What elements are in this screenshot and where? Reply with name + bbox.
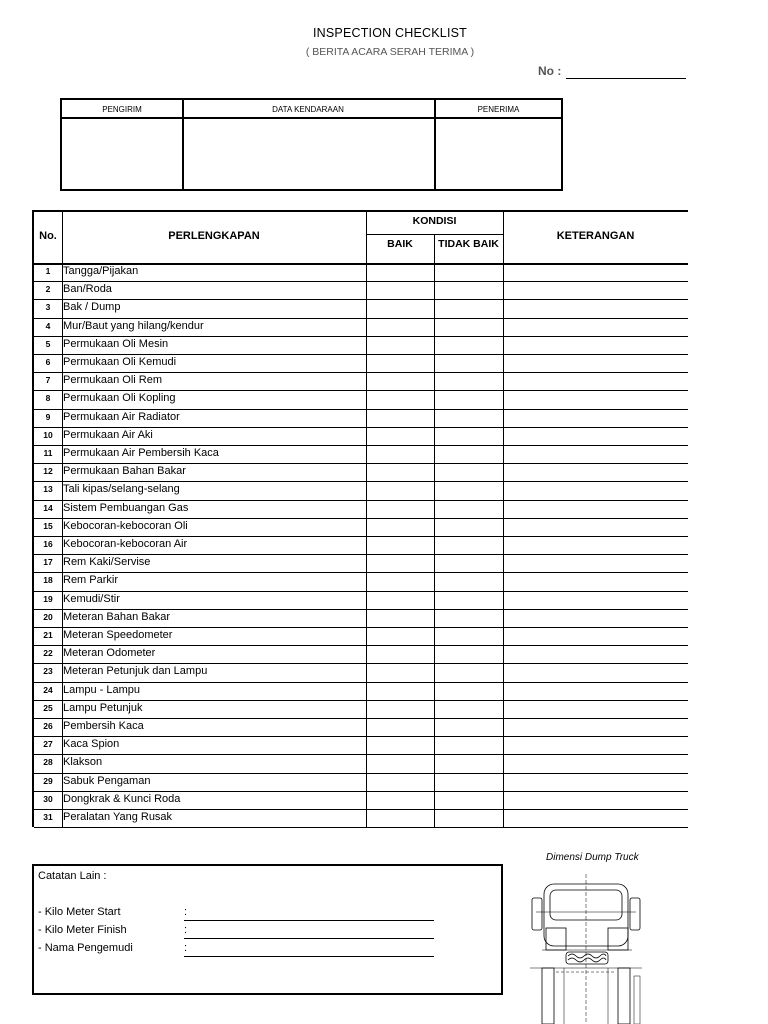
row-label: Meteran Petunjuk dan Lampu xyxy=(63,665,208,678)
tidak-baik-cell[interactable] xyxy=(435,536,503,554)
row-label: Kemudi/Stir xyxy=(63,592,120,605)
row-label: Tali kipas/selang-selang xyxy=(63,483,180,496)
tidak-baik-cell[interactable] xyxy=(435,663,503,681)
keterangan-cell[interactable] xyxy=(504,700,688,718)
row-label: Permukaan Bahan Bakar xyxy=(63,465,186,478)
baik-cell[interactable] xyxy=(367,500,434,518)
dump-truck-drawing-icon xyxy=(530,872,660,1024)
keterangan-cell[interactable] xyxy=(504,518,688,536)
row-number: 1 xyxy=(45,266,51,276)
row-label: Lampu - Lampu xyxy=(63,683,141,696)
row-number: 26 xyxy=(43,721,53,731)
kilo-finish-field[interactable] xyxy=(184,938,434,939)
baik-cell[interactable] xyxy=(367,645,434,663)
row-label: Kebocoran-kebocoran Air xyxy=(63,538,188,550)
row-number: 31 xyxy=(43,812,53,822)
baik-cell[interactable] xyxy=(367,609,434,627)
tidak-baik-cell[interactable] xyxy=(435,409,503,427)
row-label: Rem Kaki/Servise xyxy=(63,556,151,569)
tidak-baik-cell[interactable] xyxy=(435,299,503,317)
tidak-baik-cell[interactable] xyxy=(435,445,503,463)
row-label: Peralatan Yang Rusak xyxy=(63,811,173,823)
baik-cell[interactable] xyxy=(367,554,434,572)
baik-cell[interactable] xyxy=(367,463,434,481)
notes-box xyxy=(32,864,503,995)
row-number: 30 xyxy=(43,793,53,804)
tidak-baik-cell[interactable] xyxy=(435,463,503,481)
tidak-baik-cell[interactable] xyxy=(435,773,503,791)
row-label: Klakson xyxy=(63,756,103,769)
tidak-baik-cell[interactable] xyxy=(435,481,503,499)
keterangan-cell[interactable] xyxy=(504,390,688,408)
row-label: Kaca Spion xyxy=(63,738,120,751)
baik-cell[interactable] xyxy=(367,372,434,390)
baik-cell[interactable] xyxy=(367,409,434,427)
baik-cell[interactable] xyxy=(367,682,434,700)
row-label: Kebocoran-kebocoran Oli xyxy=(63,519,188,532)
tidak-baik-cell[interactable] xyxy=(435,754,503,772)
row-number: 9 xyxy=(45,411,51,422)
notes-title: Catatan Lain : xyxy=(38,870,107,882)
row-number: 18 xyxy=(43,575,53,586)
row-number: 24 xyxy=(43,684,53,695)
baik-cell[interactable] xyxy=(367,536,434,554)
baik-cell[interactable] xyxy=(367,427,434,445)
baik-cell[interactable] xyxy=(367,591,434,609)
keterangan-cell[interactable] xyxy=(504,409,688,427)
tidak-baik-cell[interactable] xyxy=(435,263,503,281)
row-label: Mur/Baut yang hilang/kendur xyxy=(63,319,204,332)
kilo-start-field[interactable] xyxy=(184,920,434,921)
baik-cell[interactable] xyxy=(367,718,434,736)
keterangan-cell[interactable] xyxy=(504,263,688,281)
row-number: 28 xyxy=(43,757,53,768)
tidak-baik-cell[interactable] xyxy=(435,354,503,372)
baik-cell[interactable] xyxy=(367,481,434,499)
baik-cell[interactable] xyxy=(367,299,434,317)
keterangan-cell[interactable] xyxy=(504,682,688,700)
row-label: Tangga/Pijakan xyxy=(63,265,139,277)
colon-separator: : xyxy=(184,942,188,954)
keterangan-cell[interactable] xyxy=(504,500,688,518)
row-number: 16 xyxy=(43,539,53,549)
baik-cell[interactable] xyxy=(367,354,434,372)
tidak-baik-cell[interactable] xyxy=(435,645,503,663)
baik-cell[interactable] xyxy=(367,754,434,772)
checklist-table xyxy=(32,210,688,827)
row-label: Permukaan Air Radiator xyxy=(63,410,180,423)
tidak-baik-cell[interactable] xyxy=(435,554,503,572)
row-label: Permukaan Air Aki xyxy=(63,428,153,441)
row-number: 12 xyxy=(43,466,53,477)
keterangan-cell[interactable] xyxy=(504,281,688,299)
tidak-baik-cell[interactable] xyxy=(435,591,503,609)
row-number: 19 xyxy=(43,593,53,604)
row-number: 11 xyxy=(43,448,53,458)
row-number: 10 xyxy=(43,429,53,440)
row-label: Permukaan Oli Kopling xyxy=(63,392,176,405)
tidak-baik-cell[interactable] xyxy=(435,609,503,627)
baik-cell[interactable] xyxy=(367,791,434,809)
keterangan-column-header: KETERANGAN xyxy=(556,230,635,242)
tidak-baik-cell[interactable] xyxy=(435,791,503,809)
baik-cell[interactable] xyxy=(367,663,434,681)
baik-cell[interactable] xyxy=(367,773,434,791)
document-number-label: No : xyxy=(538,64,562,78)
keterangan-cell[interactable] xyxy=(504,791,688,809)
row-label: Sistem Pembuangan Gas xyxy=(63,501,189,514)
keterangan-cell[interactable] xyxy=(504,773,688,791)
row-number: 7 xyxy=(45,375,51,386)
tidak-baik-cell[interactable] xyxy=(435,700,503,718)
keterangan-cell[interactable] xyxy=(504,336,688,354)
row-label: Pembersih Kaca xyxy=(63,720,144,732)
tidak-baik-cell[interactable] xyxy=(435,736,503,754)
baik-cell[interactable] xyxy=(367,263,434,281)
tidak-baik-cell[interactable] xyxy=(435,518,503,536)
baik-cell[interactable] xyxy=(367,318,434,336)
row-number: 5 xyxy=(45,338,51,349)
tidak-baik-cell[interactable] xyxy=(435,281,503,299)
kilo-start-label: - Kilo Meter Start xyxy=(38,906,121,918)
row-label: Sabuk Pengaman xyxy=(63,774,151,787)
data-kendaraan-header: DATA KENDARAAN xyxy=(182,100,434,119)
kilo-finish-label: - Kilo Meter Finish xyxy=(38,924,127,936)
no-column-header: No. xyxy=(39,230,57,242)
row-label: Permukaan Oli Mesin xyxy=(63,337,169,350)
keterangan-cell[interactable] xyxy=(504,372,688,390)
row-label: Permukaan Oli Rem xyxy=(63,374,163,387)
pengirim-cell[interactable] xyxy=(62,119,182,189)
keterangan-cell[interactable] xyxy=(504,645,688,663)
row-label: Meteran Odometer xyxy=(63,647,156,660)
tidak-baik-cell[interactable] xyxy=(435,627,503,645)
tidak-baik-cell[interactable] xyxy=(435,718,503,736)
row-label: Permukaan Oli Kemudi xyxy=(63,356,177,368)
data-kendaraan-cell[interactable] xyxy=(184,119,434,189)
keterangan-cell[interactable] xyxy=(504,609,688,627)
keterangan-cell[interactable] xyxy=(504,463,688,481)
keterangan-cell[interactable] xyxy=(504,445,688,463)
tidak-baik-cell[interactable] xyxy=(435,682,503,700)
baik-cell[interactable] xyxy=(367,572,434,590)
keterangan-cell[interactable] xyxy=(504,299,688,317)
keterangan-cell[interactable] xyxy=(504,591,688,609)
baik-cell[interactable] xyxy=(367,518,434,536)
tidak-baik-cell[interactable] xyxy=(435,572,503,590)
keterangan-cell[interactable] xyxy=(504,754,688,772)
row-label: Permukaan Air Pembersih Kaca xyxy=(63,447,219,459)
baik-cell[interactable] xyxy=(367,736,434,754)
page-subtitle: ( BERITA ACARA SERAH TERIMA ) xyxy=(305,46,475,58)
penerima-header: PENERIMA xyxy=(434,100,563,119)
keterangan-cell[interactable] xyxy=(504,481,688,499)
truck-caption: Dimensi Dump Truck xyxy=(546,852,639,863)
keterangan-cell[interactable] xyxy=(504,318,688,336)
nama-pengemudi-label: - Nama Pengemudi xyxy=(38,942,133,954)
row-number: 6 xyxy=(45,357,51,367)
row-label: Meteran Speedometer xyxy=(63,629,173,641)
row-label: Meteran Bahan Bakar xyxy=(63,610,171,623)
row-number: 27 xyxy=(43,739,53,750)
colon-separator: : xyxy=(184,924,188,936)
keterangan-cell[interactable] xyxy=(504,354,688,372)
handover-box xyxy=(60,98,563,191)
row-number: 29 xyxy=(43,775,53,786)
keterangan-cell[interactable] xyxy=(504,809,688,827)
baik-cell[interactable] xyxy=(367,336,434,354)
row-number: 8 xyxy=(45,393,51,404)
tidak-baik-column-header: TIDAK BAIK xyxy=(438,238,499,250)
keterangan-cell[interactable] xyxy=(504,572,688,590)
row-number: 21 xyxy=(43,630,53,640)
row-number: 14 xyxy=(43,502,53,513)
document-number-field[interactable] xyxy=(566,78,686,79)
tidak-baik-cell[interactable] xyxy=(435,318,503,336)
row-label: Rem Parkir xyxy=(63,574,119,587)
row-number: 23 xyxy=(43,666,53,677)
baik-cell[interactable] xyxy=(367,445,434,463)
colon-separator: : xyxy=(184,906,188,918)
row-number: 13 xyxy=(43,484,53,495)
keterangan-cell[interactable] xyxy=(504,536,688,554)
row-divider xyxy=(34,827,688,828)
tidak-baik-cell[interactable] xyxy=(435,427,503,445)
baik-cell[interactable] xyxy=(367,390,434,408)
tidak-baik-cell[interactable] xyxy=(435,390,503,408)
row-label: Lampu Petunjuk xyxy=(63,701,143,714)
page-title: INSPECTION CHECKLIST xyxy=(312,26,468,40)
row-number: 15 xyxy=(43,520,53,531)
row-label: Dongkrak & Kunci Roda xyxy=(63,792,181,805)
penerima-cell[interactable] xyxy=(436,119,563,189)
tidak-baik-cell[interactable] xyxy=(435,809,503,827)
row-number: 3 xyxy=(45,302,51,313)
row-label: Bak / Dump xyxy=(63,301,121,314)
keterangan-cell[interactable] xyxy=(504,718,688,736)
baik-cell[interactable] xyxy=(367,627,434,645)
perlengkapan-column-header: PERLENGKAPAN xyxy=(168,230,260,242)
row-number: 4 xyxy=(45,320,51,331)
tidak-baik-cell[interactable] xyxy=(435,372,503,390)
baik-cell[interactable] xyxy=(367,281,434,299)
keterangan-cell[interactable] xyxy=(504,554,688,572)
baik-column-header: BAIK xyxy=(387,238,413,250)
kondisi-column-header: KONDISI xyxy=(412,215,457,227)
baik-cell[interactable] xyxy=(367,809,434,827)
row-number: 2 xyxy=(45,284,51,295)
tidak-baik-cell[interactable] xyxy=(435,500,503,518)
keterangan-cell[interactable] xyxy=(504,736,688,754)
row-number: 25 xyxy=(43,702,53,713)
nama-pengemudi-field[interactable] xyxy=(184,956,434,957)
keterangan-cell[interactable] xyxy=(504,663,688,681)
keterangan-cell[interactable] xyxy=(504,627,688,645)
row-number: 22 xyxy=(43,648,53,659)
keterangan-cell[interactable] xyxy=(504,427,688,445)
row-label: Ban/Roda xyxy=(63,283,112,296)
baik-cell[interactable] xyxy=(367,700,434,718)
row-number: 17 xyxy=(43,557,53,568)
tidak-baik-cell[interactable] xyxy=(435,336,503,354)
pengirim-header: PENGIRIM xyxy=(62,100,182,119)
row-number: 20 xyxy=(43,611,53,622)
